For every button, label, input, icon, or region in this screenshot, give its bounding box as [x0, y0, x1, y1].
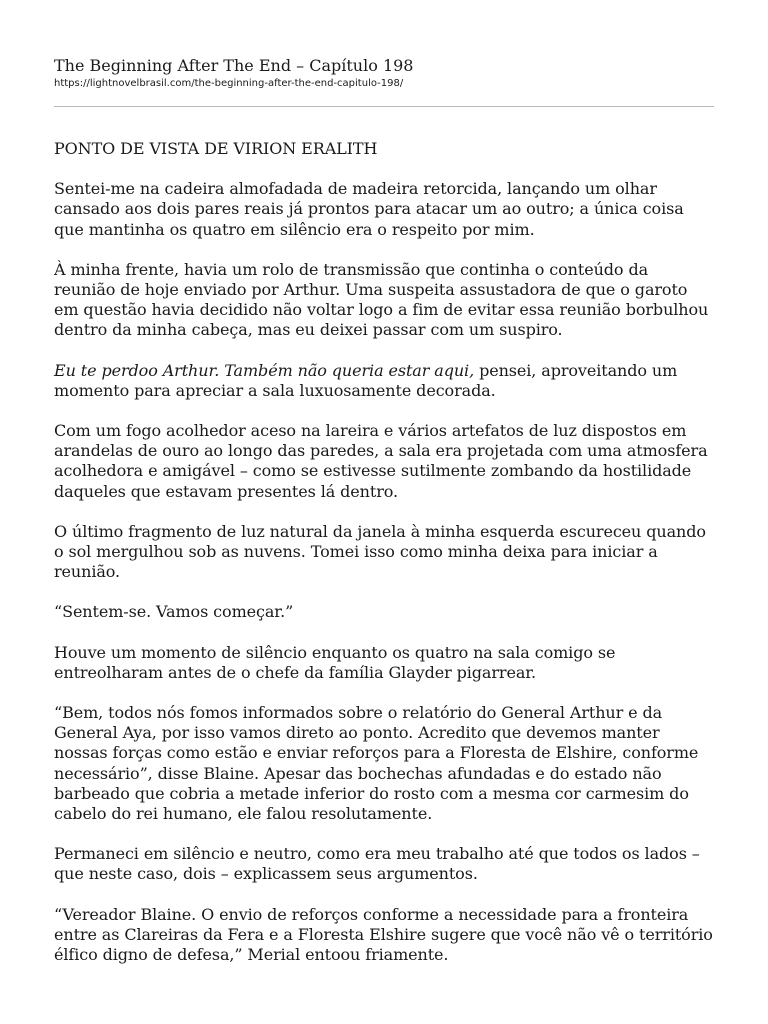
document-url[interactable]: https://lightnovelbrasil.com/the-beginning-after-the-end-capitulo-198/	[54, 78, 404, 89]
paragraph-7: Houve um momento de silêncio enquanto os quatro na sala comigo se entreolharam antes de o chefe da família Glayder pigarrear.	[54, 642, 616, 682]
chapter-heading: PONTO DE VISTA DE VIRION ERALITH	[54, 139, 378, 158]
paragraph-2: À minha frente, havia um rolo de transmissão que continha o conteúdo da reunião de hoje enviado por Arthur. Uma suspeita assustadora de que o garoto em questão havia decidido não voltar logo a fim de evitar essa reunião borbulhou dentro da minha cabeça, mas eu deixei passar com um suspiro.	[54, 259, 709, 340]
document-header	[54, 56, 714, 91]
paragraph-1: Sentei-me na cadeira almofadada de madeira retorcida, lançando um olhar cansado aos dois pares reais já prontos para atacar um ao outro; a única coisa que mantinha os quatro em silêncio era o respeito por mim.	[54, 179, 684, 239]
paragraph-5: O último fragmento de luz natural da janela à minha esquerda escureceu quando o sol mergulhou sob as nuvens. Tomei isso como minha deixa para iniciar a reunião.	[54, 521, 706, 582]
paragraph-3-rest: pensei, aproveitando um momento para apreciar a sala luxuosamente decorada.	[54, 360, 678, 400]
document-title: The Beginning After The End – Capítulo 198	[54, 56, 414, 75]
chapter-body	[54, 139, 714, 985]
paragraph-6: “Sentem-se. Vamos começar.”	[54, 602, 294, 622]
paragraph-8: “Bem, todos nós fomos informados sobre o relatório do General Arthur e da General Aya, por isso vamos direto ao ponto. Acredito que devemos manter nossas forças como estão e enviar reforços para a Floresta de Elshire, conforme necessário”, disse Blaine. Apesar das bochechas afundadas e do estado não barbeado que cobria a metade inferior do rosto com a mesma cor carmesim do cabelo do rei humano, ele falou resolutamente.	[54, 703, 699, 824]
paragraph-10: “Vereador Blaine. O envio de reforços conforme a necessidade para a fronteira entre as Clareiras da Fera e a Floresta Elshire sugere que você não vê o território élfico digno de defesa,” Merial entoou friamente.	[54, 904, 713, 965]
paragraph-3	[54, 361, 714, 401]
paragraph-9: Permaneci em silêncio e neutro, como era meu trabalho até que todos os lados – que neste caso, dois – explicassem seus argumentos.	[54, 844, 700, 884]
paragraph-4: Com um fogo acolhedor aceso na lareira e vários artefatos de luz dispostos em arandelas de ouro ao longo das paredes, a sala era projetada com uma atmosfera acolhedora e amigável – como se estivesse sutilmente zombando da hostilidade daqueles que estavam presentes lá dentro.	[54, 421, 708, 501]
header-divider	[54, 106, 714, 107]
paragraph-3-italic-thought: Eu te perdoo Arthur. Também não queria estar aqui,	[54, 360, 475, 380]
